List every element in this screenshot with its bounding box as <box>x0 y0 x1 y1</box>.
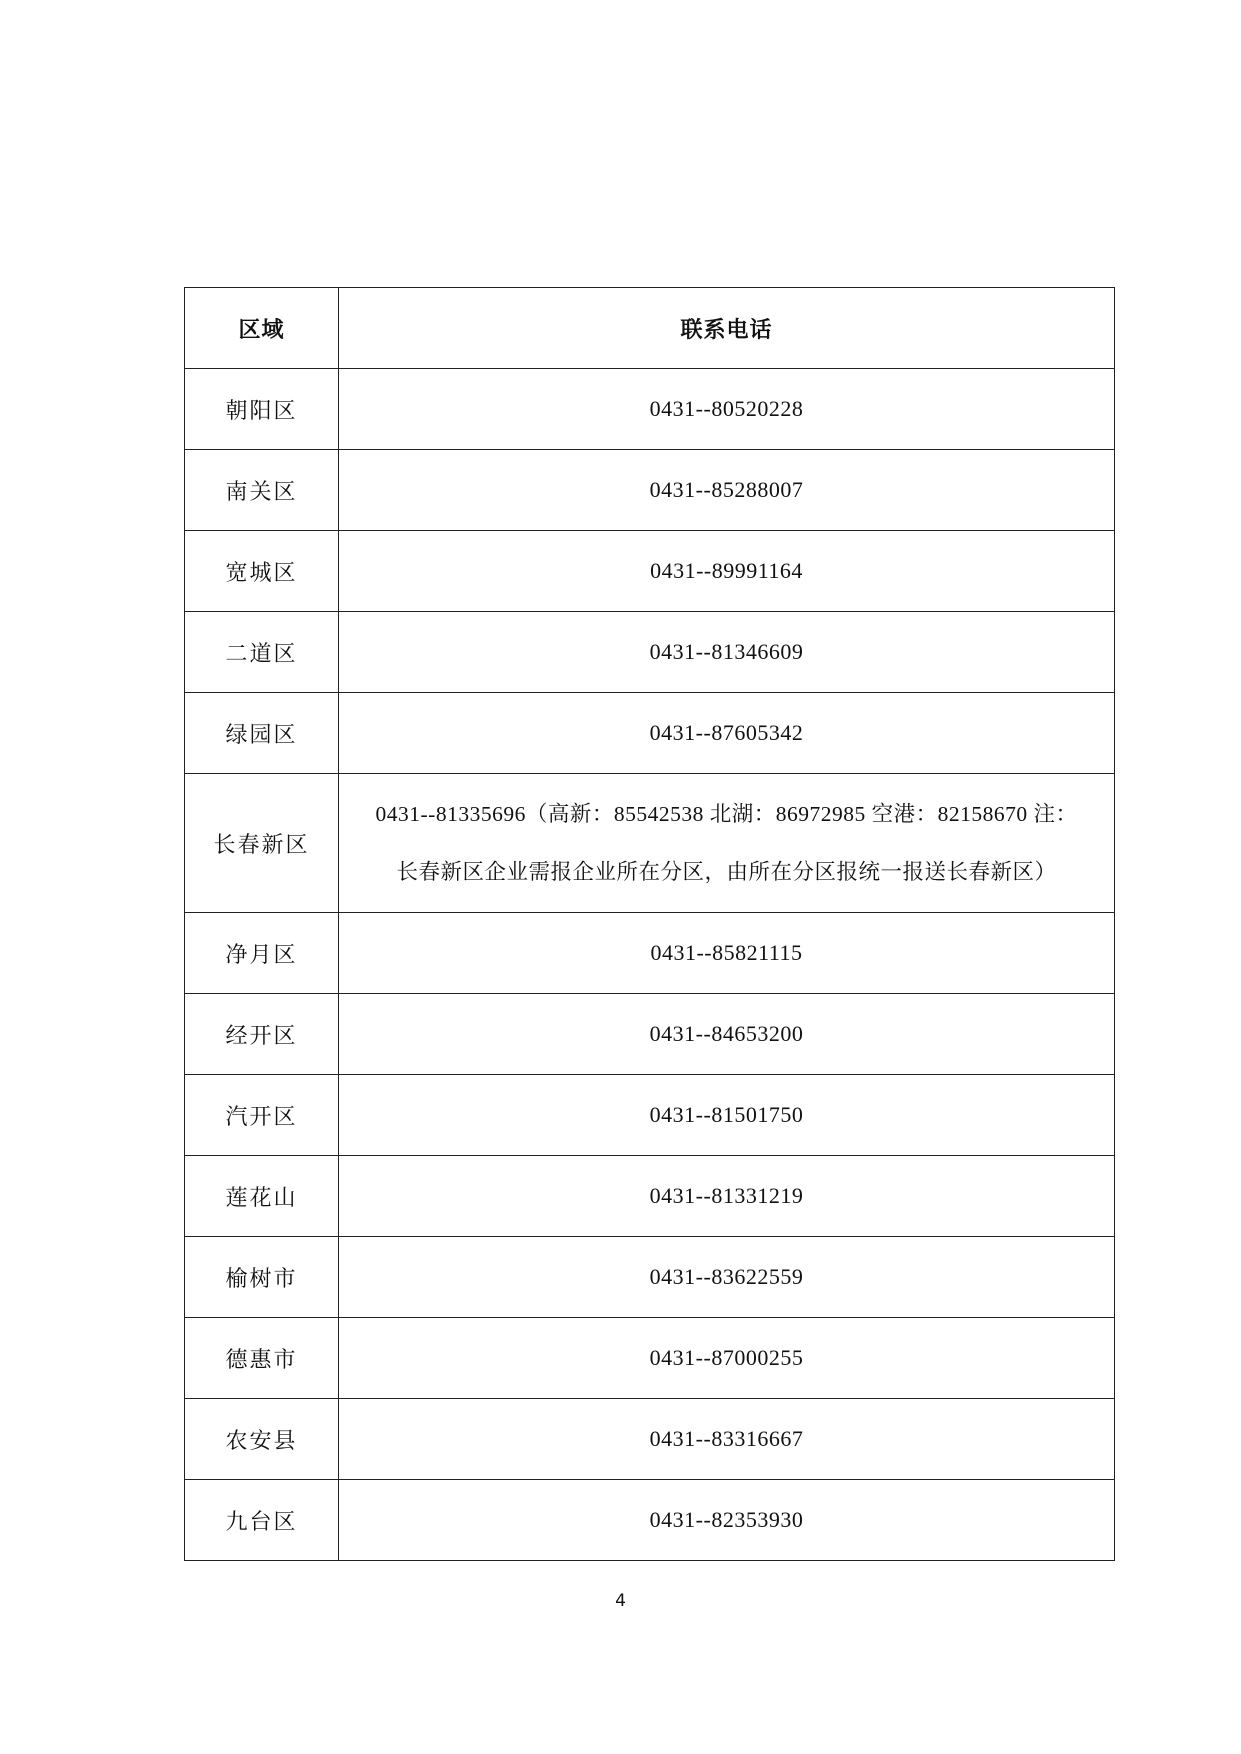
table-row <box>185 369 1115 450</box>
area-cell: 净月区 <box>185 913 339 994</box>
table-row <box>185 1156 1115 1237</box>
phone-note-line: 0431--81335696（高新：85542538 北湖：86972985 空港：82158670 注： <box>375 802 1078 826</box>
area-cell: 南关区 <box>185 450 339 531</box>
area-cell: 九台区 <box>185 1480 339 1561</box>
phone-note-cell <box>339 774 1115 913</box>
table-row <box>185 913 1115 994</box>
area-cell: 德惠市 <box>185 1318 339 1399</box>
phone-cell: 0431--83622559 <box>339 1237 1115 1318</box>
area-cell: 榆树市 <box>185 1237 339 1318</box>
page-number: 4 <box>615 1591 626 1611</box>
area-cell: 宽城区 <box>185 531 339 612</box>
area-cell: 朝阳区 <box>185 369 339 450</box>
phone-cell: 0431--85821115 <box>339 913 1115 994</box>
area-cell: 长春新区 <box>185 774 339 913</box>
table-row <box>185 450 1115 531</box>
phone-cell: 0431--82353930 <box>339 1480 1115 1561</box>
phone-cell: 0431--87000255 <box>339 1318 1115 1399</box>
table-header-row <box>185 288 1115 369</box>
area-cell: 二道区 <box>185 612 339 693</box>
area-cell: 绿园区 <box>185 693 339 774</box>
table-row <box>185 1237 1115 1318</box>
table-row <box>185 1480 1115 1561</box>
table-row <box>185 994 1115 1075</box>
area-cell: 莲花山 <box>185 1156 339 1237</box>
header-area: 区域 <box>185 288 339 369</box>
phone-cell: 0431--89991164 <box>339 531 1115 612</box>
phone-cell: 0431--81346609 <box>339 612 1115 693</box>
phone-cell: 0431--83316667 <box>339 1399 1115 1480</box>
area-cell: 汽开区 <box>185 1075 339 1156</box>
phone-cell: 0431--80520228 <box>339 369 1115 450</box>
phone-cell: 0431--85288007 <box>339 450 1115 531</box>
table-row <box>185 1318 1115 1399</box>
header-phone: 联系电话 <box>339 288 1115 369</box>
phone-cell: 0431--84653200 <box>339 994 1115 1075</box>
table-row <box>185 1399 1115 1480</box>
table-row <box>185 1075 1115 1156</box>
phone-cell: 0431--81501750 <box>339 1075 1115 1156</box>
phone-cell: 0431--81331219 <box>339 1156 1115 1237</box>
table-row <box>185 531 1115 612</box>
area-cell: 经开区 <box>185 994 339 1075</box>
phone-cell: 0431--87605342 <box>339 693 1115 774</box>
area-cell: 农安县 <box>185 1399 339 1480</box>
table-row <box>185 774 1115 913</box>
contact-table <box>184 287 1115 1561</box>
table-row <box>185 693 1115 774</box>
table-row <box>185 612 1115 693</box>
phone-note-line: 长春新区企业需报企业所在分区，由所在分区报统一报送长春新区） <box>396 860 1057 884</box>
